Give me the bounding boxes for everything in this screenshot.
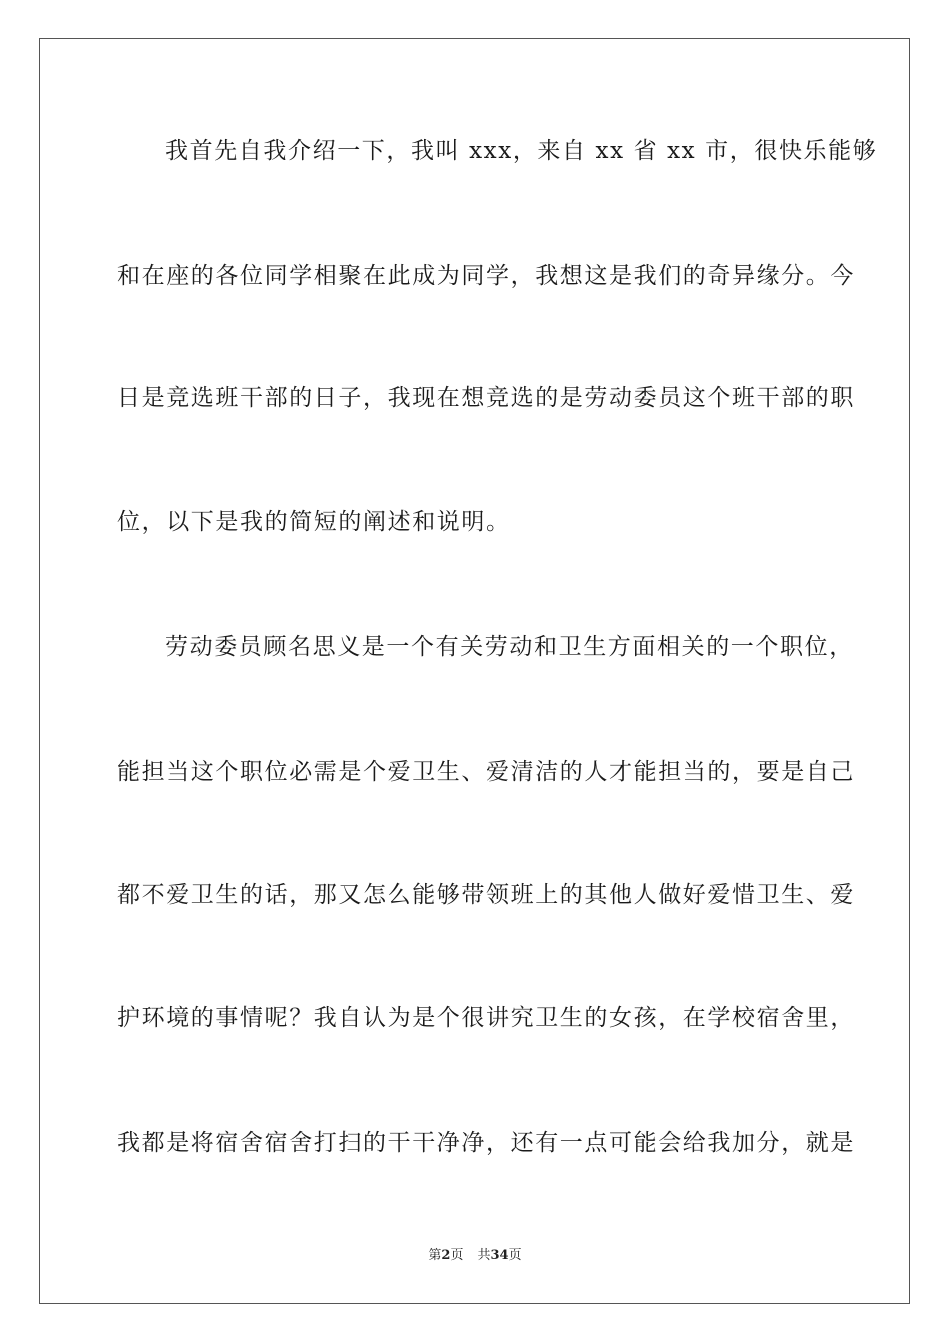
page-border — [39, 38, 910, 1304]
paragraph-2-line-5: 我都是将宿舍宿舍打扫的干干净净，还有一点可能会给我加分，就是 — [117, 1130, 855, 1156]
paragraph-2-line-3: 都不爱卫生的话，那又怎么能够带领班上的其他人做好爱惜卫生、爱 — [117, 882, 855, 908]
total-suffix: 页 — [508, 1248, 522, 1263]
total-pages: 34 — [490, 1248, 509, 1263]
paragraph-1-line-3: 日是竞选班干部的日子，我现在想竞选的是劳动委员这个班干部的职 — [117, 385, 855, 411]
page-suffix: 页 — [450, 1248, 464, 1263]
total-prefix: 共 — [477, 1248, 491, 1263]
paragraph-1-line-2: 和在座的各位同学相聚在此成为同学，我想这是我们的奇异缘分。今 — [117, 263, 855, 289]
page-prefix: 第 — [428, 1248, 442, 1263]
page-footer — [0, 1248, 950, 1264]
paragraph-2-line-4: 护环境的事情呢？我自认为是个很讲究卫生的女孩，在学校宿舍里， — [117, 1005, 855, 1031]
paragraph-2-line-2: 能担当这个职位必需是个爱卫生、爱清洁的人才能担当的，要是自己 — [117, 759, 855, 785]
page-number: 2 — [441, 1248, 451, 1263]
paragraph-2-line-1: 劳动委员顾名思义是一个有关劳动和卫生方面相关的一个职位， — [165, 634, 854, 660]
paragraph-1-line-4: 位，以下是我的简短的阐述和说明。 — [117, 509, 511, 535]
paragraph-1-line-1: 我首先自我介绍一下，我叫 xxx，来自 xx 省 xx 市，很快乐能够 — [165, 138, 878, 164]
